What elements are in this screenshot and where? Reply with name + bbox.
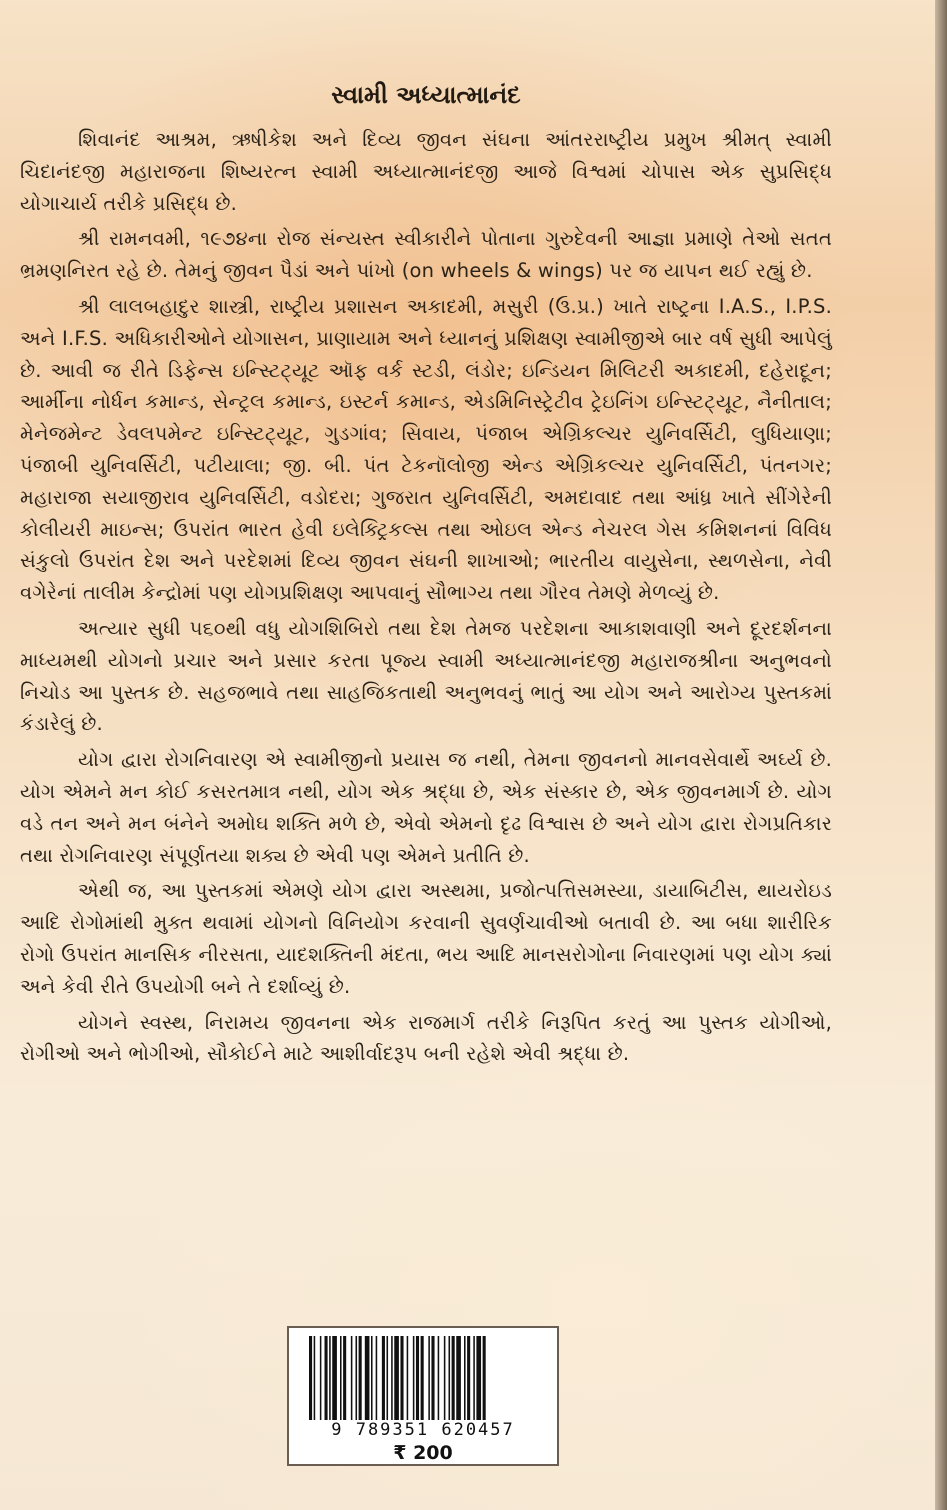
author-title: સ્વામી અધ્યાત્માનંદ bbox=[331, 81, 521, 109]
barcode-bar bbox=[464, 1336, 466, 1420]
price: ₹ 200 bbox=[393, 1442, 453, 1464]
barcode-image bbox=[307, 1336, 543, 1420]
barcode-bar bbox=[382, 1336, 385, 1420]
barcode-bar bbox=[431, 1336, 434, 1420]
barcode-bar bbox=[387, 1336, 389, 1420]
barcode-bar bbox=[421, 1336, 424, 1420]
paragraph-3: શ્રી લાલબહાદુર શાસ્ત્રી, રાષ્ટ્રીય પ્રશાસન અકાદમી, મસુરી (ઉ.પ્ર.) ખાતે રાષ્ટ્રના I.A.S., I.P.S. અને I.F.S. અધિકારીઓને યોગાસન, પ્રાણાયામ અને ધ્યાનનું પ્રશિક્ષણ સ્વામીજીએ બાર વર્ષ સુધી આપેલું છે. આવી જ રીતે ડિફેન્સ ઇન્સ્ટિટ્યૂટ ઑફ વર્ક સ્ટડી, લંડોર; ઇન્ડિયન મિલિટરી અકાદમી, દહેરાદૂન; આર્મીના નોર્ધન કમાન્ડ, સેન્ટ્રલ કમાન્ડ, ઇસ્ટર્ન કમાન્ડ, એડમિનિસ્ટ્રેટીવ ટ્રેઇનિંગ ઇન્સ્ટિટ્યૂટ, નૈનીતાલ; મેનેજમેન્ટ ડેવલપમેન્ટ ઇન્સ્ટિટ્યૂટ, ગુડગાંવ; સિવાય, પંજાબ એગ્રિકલ્ચર યુનિવર્સિટી, લુધિયાણા; પંજાબી યુનિવર્સિટી, પટીયાલા; જી. બી. પંત ટેકનૉલોજી એન્ડ એગ્રિકલ્ચર યુનિવર્સિટી, પંતનગર; મહારાજા સયાજીરાવ યુનિવર્સિટી, વડોદરા; ગુજરાત યુનિવર્સિટી, અમદાવાદ તથા આંધ્ર ખાતે સીંગેરેની કોલીયરી માઇન્સ; ઉપરાંત ભારત હેવી ઇલેક્ટ્રિકલ્સ તથા ઓઇલ એન્ડ નેચરલ ગેસ કમિશનનાં વિવિધ સંકુલો ઉપરાંત દેશ અને પરદેશમાં દિવ્ય જીવન સંઘની શાખાઓ; ભારતીય વાયુસેના, સ્થળસેના, નેવી વગેરેનાં તાલીમ કેન્દ્રોમાં પણ યોગપ્રશિક્ષણ આપવાનું સૌભાગ્ય તથા ગૌરવ તેમણે મેળવ્યું છે. bbox=[20, 294, 832, 605]
barcode-bar bbox=[438, 1336, 440, 1420]
barcode-bar bbox=[351, 1336, 353, 1420]
barcode-bar bbox=[413, 1336, 415, 1420]
barcode-bar bbox=[329, 1336, 331, 1420]
paragraph-4: અત્યાર સુધી ૫૬૦થી વધુ યોગશિબિરો તથા દેશ તેમજ પરદેશના આકાશવાણી અને દૂરદર્શનના માધ્યમથી યોગનો પ્રચાર અને પ્રસાર કરતા પૂજ્ય સ્વામી અધ્યાત્માનંદજી મહારાજશ્રીના અનુભવનો નિચોડ આ પુસ્તક છે. સહજભાવે તથા સાહજિકતાથી અનુભવનું ભાતું આ યોગ અને આરોગ્ય પુસ્તકમાં કંડારેલું છે. bbox=[20, 616, 832, 736]
isbn-number: 9 789351 620457 bbox=[331, 1420, 515, 1440]
barcode-bar bbox=[325, 1336, 328, 1420]
barcode-bar bbox=[376, 1336, 378, 1420]
barcode-bar bbox=[391, 1336, 393, 1420]
paragraph-1: શિવાનંદ આશ્રમ, ઋષીકેશ અને દિવ્ય જીવન સંઘના આંતરરાષ્ટ્રીય પ્રમુખ શ્રીમત્ સ્વામી ચિદાનંદજી મહારાજના શિષ્યરત્ન સ્વામી અધ્યાત્માનંદજી આજે વિશ્વમાં ચોપાસ એક સુપ્રસિદ્ધ યોગાચાર્ય તરીકે પ્રસિદ્ધ છે. bbox=[20, 128, 832, 215]
barcode-label bbox=[287, 1326, 559, 1466]
barcode-bar bbox=[314, 1336, 316, 1420]
barcode-bar bbox=[359, 1336, 362, 1420]
paragraph-6: એથી જ, આ પુસ્તકમાં એમણે યોગ દ્વારા અસ્થમા, પ્રજોત્પત્તિસમસ્યા, ડાયાબિટીસ, થાયરોઇડ આદિ રોગોમાંથી મુક્ત થવામાં યોગનો વિનિયોગ કરવાની સુવર્ણચાવીઓ બતાવી છે. આ બધા શારીરિક રોગો ઉપરાંત માનસિક નીરસતા, યાદશક્તિની મંદતા, ભય આદિ માનસરોગોના નિવારણમાં પણ યોગ ક્યાં અને કેવી રીતે ઉપયોગી બને તે દર્શાવ્યું છે. bbox=[20, 879, 832, 998]
barcode-bar bbox=[467, 1336, 470, 1420]
barcode-bar bbox=[332, 1336, 337, 1420]
barcode-bar bbox=[449, 1336, 451, 1420]
barcode-bar bbox=[320, 1336, 322, 1420]
blurb bbox=[20, 78, 832, 1074]
barcode-bar bbox=[343, 1336, 346, 1420]
barcode-bar bbox=[452, 1336, 455, 1420]
barcode-bar bbox=[340, 1336, 342, 1420]
barcode-bar bbox=[416, 1336, 419, 1420]
barcode-bar bbox=[444, 1336, 446, 1420]
cover-edge bbox=[935, 0, 947, 1510]
barcode-bar bbox=[356, 1336, 358, 1420]
barcode-bar bbox=[473, 1336, 475, 1420]
barcode-bar bbox=[476, 1336, 481, 1420]
barcode-bar bbox=[371, 1336, 373, 1420]
paragraph-5: યોગ દ્વારા રોગનિવારણ એ સ્વામીજીનો પ્રયાસ જ નથી, તેમના જીવનનો માનવસેવાર્થે અર્ઘ્ય છે. યોગ એમને મન કોઈ કસરતમાત્ર નથી, યોગ એક શ્રદ્ધા છે, એક સંસ્કાર છે, એક જીવનમાર્ગ છે. યોગ વડે તન અને મન બંનેને અમોઘ શક્તિ મળે છે, એવો એમનો દૃઢ વિશ્વાસ છે અને યોગ દ્વારા રોગપ્રતિકાર તથા રોગનિવારણ સંપૂર્ણતયા શક્ય છે એવી પણ એમને પ્રતીતિ છે. bbox=[20, 748, 832, 867]
barcode-bar bbox=[394, 1336, 399, 1420]
barcode-bar bbox=[456, 1336, 461, 1420]
barcode-bar bbox=[309, 1336, 312, 1420]
barcode-bar bbox=[400, 1336, 403, 1420]
barcode-bar bbox=[407, 1336, 409, 1420]
barcode-bar bbox=[428, 1336, 430, 1420]
barcode-bar bbox=[483, 1336, 486, 1420]
paragraph-7: યોગને સ્વસ્થ, નિરામય જીવનના એક રાજમાર્ગ તરીકે નિરૂપિત કરતું આ પુસ્તક યોગીઓ, રોગીઓ અને ભોગીઓ, સૌકોઈને માટે આશીર્વાદરૂપ બની રહેશે એવી શ્રદ્ધા છે. bbox=[20, 1010, 832, 1066]
barcode-bar bbox=[365, 1336, 370, 1420]
paragraph-2: શ્રી રામનવમી, ૧૯૭૪ના રોજ સંન્યસ્ત સ્વીકારીને પોતાના ગુરુદેવની આજ્ઞા પ્રમાણે તેઓ સતત ભ્રમણનિરત રહે છે. તેમનું જીવન પૈડાં અને પાંખો (on wheels & wings) પર જ યાપન થઈ રહ્યું છે. bbox=[20, 227, 832, 283]
